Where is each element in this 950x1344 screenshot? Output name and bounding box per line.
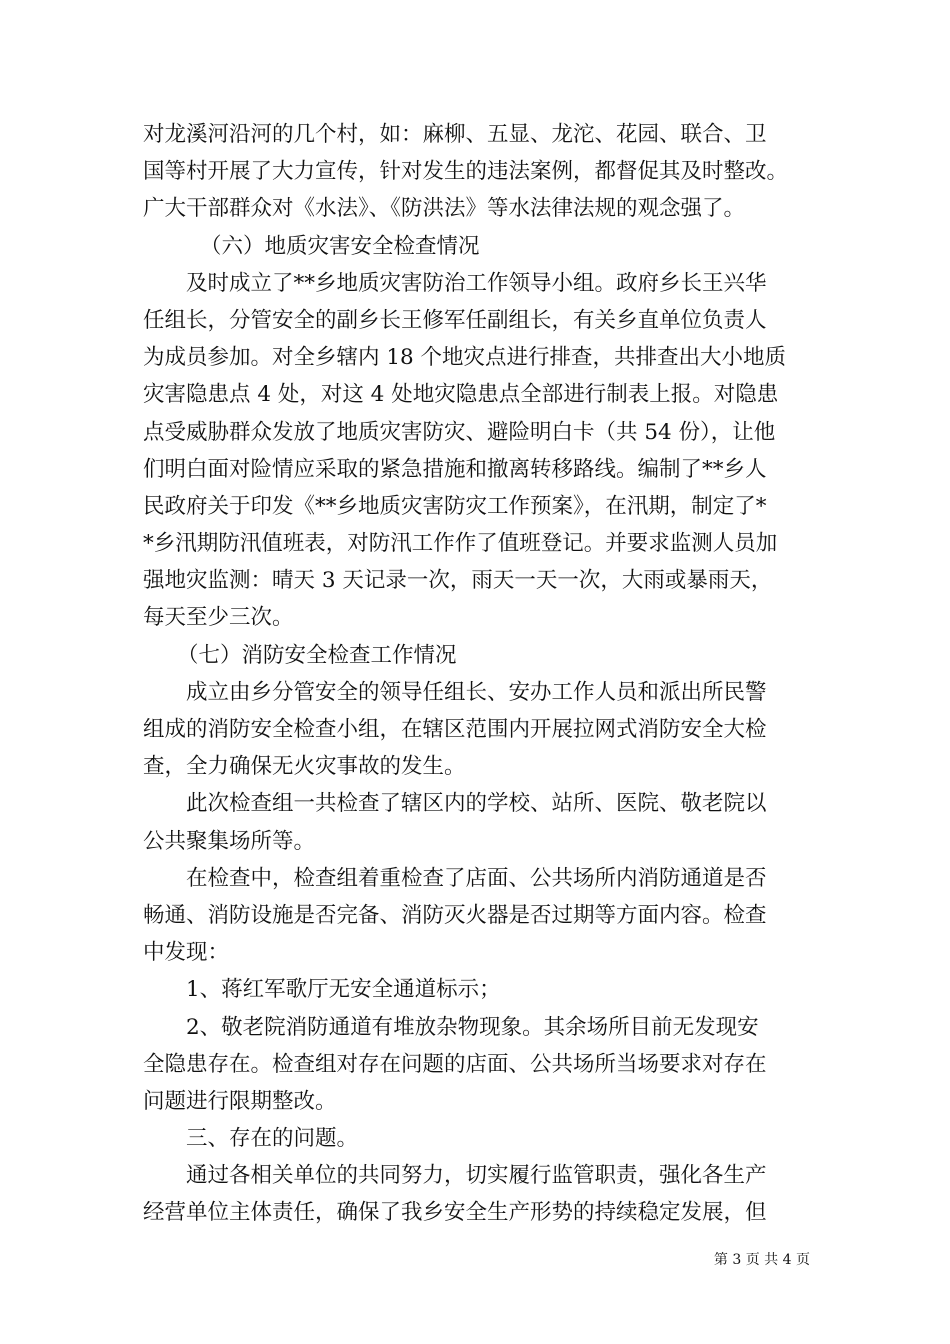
text-line: 组成的消防安全检查小组，在辖区范围内开展拉网式消防安全大检 (143, 717, 767, 742)
text-line: 任组长，分管安全的副乡长王修军任副组长，有关乡直单位负责人 (143, 307, 767, 333)
text-line: 畅通、消防设施是否完备、消防灭火器是否过期等方面内容。检查 (143, 902, 767, 928)
list-item: 2、敬老院消防通道有堆放杂物现象。其余场所目前无发现安 (186, 1014, 759, 1040)
section-heading: （六）地质灾害安全检查情况 (200, 233, 480, 259)
text-line: 强地灾监测：晴天 3 天记录一次，雨天一天一次，大雨或暴雨天， (143, 568, 773, 594)
text-line: 民政府关于印发《**乡地质灾害防灾工作预案》，在汛期，制定了* (143, 493, 767, 519)
text-line: 点受威胁群众发放了地质灾害防灾、避险明白卡（共 54 份），让他 (143, 419, 776, 445)
text-line: 每天至少三次。 (143, 605, 294, 631)
text-line: 灾害隐患点 4 处，对这 4 处地灾隐患点全部进行制表上报。对隐患 (143, 382, 779, 408)
text-line: 通过各相关单位的共同努力，切实履行监管职责，强化各生产 (186, 1163, 767, 1189)
section-heading: （七）消防安全检查工作情况 (177, 642, 457, 668)
text-line: 此次检查组一共检查了辖区内的学校、站所、医院、敬老院以 (186, 791, 767, 817)
text-line: 对龙溪河沿河的几个村，如：麻柳、五显、龙沱、花园、联合、卫 (143, 122, 767, 147)
text-line: 经营单位主体责任，确保了我乡安全生产形势的持续稳定发展，但 (143, 1200, 767, 1226)
text-line: 中发现： (143, 940, 230, 966)
document-body (143, 116, 823, 1232)
text-line: 公共聚集场所等。 (143, 828, 316, 854)
text-line: 成立由乡分管安全的领导任组长、安办工作人员和派出所民警 (186, 679, 767, 705)
text-line: 国等村开展了大力宣传，针对发生的违法案例，都督促其及时整改。 (143, 159, 789, 185)
text-line: 为成员参加。对全乡辖内 18 个地灾点进行排查，共排查出大小地质 (143, 345, 787, 371)
text-line: 在检查中，检查组着重检查了店面、公共场所内消防通道是否 (186, 865, 767, 891)
list-item: 1、蒋红军歌厅无安全通道标示； (186, 977, 501, 1003)
text-line: 全隐患存在。检查组对存在问题的店面、公共场所当场要求对存在 (143, 1051, 767, 1077)
page-number: 第 3 页 共 4 页 (713, 1252, 810, 1268)
text-line: 及时成立了**乡地质灾害防治工作领导小组。政府乡长王兴华 (186, 270, 767, 296)
text-line: 问题进行限期整改。 (143, 1088, 337, 1114)
section-heading: 三、存在的问题。 (186, 1126, 359, 1152)
text-line: 广大干部群众对《水法》、《防洪法》等水法律法规的观念强了。 (143, 196, 746, 222)
text-line: 们明白面对险情应采取的紧急措施和撤离转移路线。编制了**乡人 (143, 456, 767, 482)
text-line: 查，全力确保无火灾事故的发生。 (143, 754, 466, 780)
text-line: *乡汛期防汛值班表，对防汛工作作了值班登记。并要求监测人员加 (143, 531, 778, 557)
